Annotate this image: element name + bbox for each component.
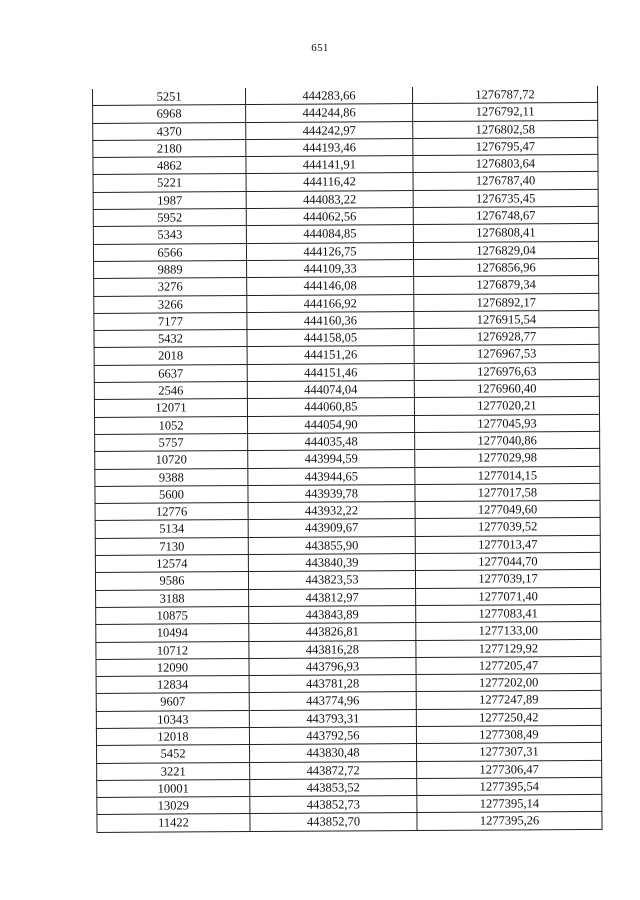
- x-coordinate-cell: 444151,26: [247, 346, 414, 364]
- point-number-cell: 3188: [96, 589, 249, 607]
- y-coordinate-cell: 1277029,98: [415, 449, 600, 467]
- x-coordinate-cell: 444062,56: [246, 208, 413, 226]
- x-coordinate-cell: 443792,56: [249, 727, 416, 745]
- point-number-cell: 10712: [96, 641, 249, 659]
- point-number-cell: 1987: [93, 191, 246, 209]
- point-number-cell: 5757: [95, 433, 248, 451]
- point-number-cell: 12071: [94, 399, 247, 417]
- y-coordinate-cell: 1277250,42: [416, 708, 601, 726]
- point-number-cell: 3221: [97, 762, 250, 780]
- y-coordinate-cell: 1276803,64: [413, 155, 598, 173]
- x-coordinate-cell: 443932,22: [248, 502, 415, 520]
- x-coordinate-cell: 443781,28: [249, 675, 416, 693]
- y-coordinate-cell: 1277045,93: [414, 414, 599, 432]
- x-coordinate-cell: 444054,90: [248, 415, 415, 433]
- x-coordinate-cell: 444193,46: [246, 138, 413, 156]
- y-coordinate-cell: 1277044,70: [415, 552, 600, 570]
- y-coordinate-cell: 1277014,15: [415, 466, 600, 484]
- x-coordinate-cell: 443796,93: [249, 657, 416, 675]
- x-coordinate-cell: 443793,31: [249, 709, 416, 727]
- point-number-cell: 2018: [94, 347, 247, 365]
- x-coordinate-cell: 444083,22: [246, 190, 413, 208]
- point-number-cell: 5452: [97, 745, 250, 763]
- point-number-cell: 10343: [96, 710, 249, 728]
- x-coordinate-cell: 443944,65: [248, 467, 415, 485]
- point-number-cell: 6968: [93, 105, 246, 123]
- coordinates-table: [92, 86, 603, 833]
- point-number-cell: 12018: [96, 728, 249, 746]
- x-coordinate-cell: 443774,96: [249, 692, 416, 710]
- y-coordinate-cell: 1277020,21: [414, 397, 599, 415]
- x-coordinate-cell: 444035,48: [248, 432, 415, 450]
- point-number-cell: 12574: [95, 555, 248, 573]
- x-coordinate-cell: 444074,04: [247, 381, 414, 399]
- x-coordinate-cell: 443855,90: [248, 536, 415, 554]
- x-coordinate-cell: 444283,66: [245, 87, 412, 105]
- y-coordinate-cell: 1276879,34: [414, 276, 599, 294]
- table-row: [97, 812, 602, 832]
- x-coordinate-cell: 443853,52: [250, 778, 417, 796]
- y-coordinate-cell: 1276967,53: [414, 345, 599, 363]
- point-number-cell: 4862: [93, 157, 246, 175]
- y-coordinate-cell: 1276960,40: [414, 379, 599, 397]
- y-coordinate-cell: 1277049,60: [415, 501, 600, 519]
- x-coordinate-cell: 443812,97: [249, 588, 416, 606]
- point-number-cell: 5221: [93, 174, 246, 192]
- x-coordinate-cell: 444084,85: [246, 225, 413, 243]
- y-coordinate-cell: 1277013,47: [415, 535, 600, 553]
- y-coordinate-cell: 1277306,47: [417, 760, 602, 778]
- y-coordinate-cell: 1276928,77: [414, 328, 599, 346]
- y-coordinate-cell: 1276802,58: [413, 120, 598, 138]
- x-coordinate-cell: 444244,86: [246, 104, 413, 122]
- x-coordinate-cell: 444158,05: [247, 329, 414, 347]
- y-coordinate-cell: 1276915,54: [414, 310, 599, 328]
- y-coordinate-cell: 1276787,72: [412, 86, 597, 104]
- x-coordinate-cell: 444166,92: [247, 294, 414, 312]
- y-coordinate-cell: 1277202,00: [416, 673, 601, 691]
- table-body: [92, 86, 602, 832]
- point-number-cell: 5343: [93, 226, 246, 244]
- y-coordinate-cell: 1277308,49: [416, 725, 601, 743]
- x-coordinate-cell: 444060,85: [247, 398, 414, 416]
- point-number-cell: 13029: [97, 797, 250, 815]
- y-coordinate-cell: 1276787,40: [413, 172, 598, 190]
- point-number-cell: 6566: [93, 243, 246, 261]
- y-coordinate-cell: 1276808,41: [413, 224, 598, 242]
- y-coordinate-cell: 1277083,41: [416, 604, 601, 622]
- y-coordinate-cell: 1277040,86: [415, 431, 600, 449]
- point-number-cell: 3266: [94, 295, 247, 313]
- point-number-cell: 12834: [96, 676, 249, 694]
- x-coordinate-cell: 443939,78: [248, 484, 415, 502]
- y-coordinate-cell: 1277205,47: [416, 656, 601, 674]
- y-coordinate-cell: 1277129,92: [416, 639, 601, 657]
- x-coordinate-cell: 443872,72: [250, 761, 417, 779]
- y-coordinate-cell: 1277017,58: [415, 483, 600, 501]
- point-number-cell: 9388: [95, 468, 248, 486]
- point-number-cell: 10001: [97, 779, 250, 797]
- point-number-cell: 12090: [96, 658, 249, 676]
- point-number-cell: 5600: [95, 485, 248, 503]
- y-coordinate-cell: 1277395,26: [417, 812, 602, 830]
- coordinates-table-container: [92, 86, 599, 833]
- y-coordinate-cell: 1276856,96: [414, 258, 599, 276]
- x-coordinate-cell: 443852,70: [250, 813, 417, 831]
- y-coordinate-cell: 1277133,00: [416, 622, 601, 640]
- point-number-cell: 3276: [94, 278, 247, 296]
- x-coordinate-cell: 443830,48: [250, 744, 417, 762]
- point-number-cell: 10875: [96, 606, 249, 624]
- y-coordinate-cell: 1277039,52: [415, 518, 600, 536]
- y-coordinate-cell: 1277395,54: [417, 777, 602, 795]
- point-number-cell: 6637: [94, 364, 247, 382]
- x-coordinate-cell: 444242,97: [246, 121, 413, 139]
- point-number-cell: 10720: [95, 451, 248, 469]
- point-number-cell: 2546: [94, 382, 247, 400]
- point-number-cell: 7130: [95, 537, 248, 555]
- point-number-cell: 11422: [97, 814, 250, 832]
- point-number-cell: 1052: [95, 416, 248, 434]
- page-number: 651: [311, 42, 329, 54]
- x-coordinate-cell: 443909,67: [248, 519, 415, 537]
- y-coordinate-cell: 1276748,67: [413, 206, 598, 224]
- x-coordinate-cell: 444126,75: [246, 242, 413, 260]
- x-coordinate-cell: 444151,46: [247, 363, 414, 381]
- point-number-cell: 7177: [94, 312, 247, 330]
- y-coordinate-cell: 1277039,17: [415, 570, 600, 588]
- x-coordinate-cell: 444160,36: [247, 311, 414, 329]
- point-number-cell: 4370: [93, 122, 246, 140]
- x-coordinate-cell: 443840,39: [248, 554, 415, 572]
- y-coordinate-cell: 1276829,04: [413, 241, 598, 259]
- x-coordinate-cell: 444109,33: [247, 260, 414, 278]
- y-coordinate-cell: 1277307,31: [417, 743, 602, 761]
- point-number-cell: 2180: [93, 139, 246, 157]
- x-coordinate-cell: 444141,91: [246, 156, 413, 174]
- point-number-cell: 5952: [93, 209, 246, 227]
- point-number-cell: 9889: [94, 261, 247, 279]
- y-coordinate-cell: 1277395,14: [417, 795, 602, 813]
- x-coordinate-cell: 443823,53: [248, 571, 415, 589]
- point-number-cell: 12776: [95, 503, 248, 521]
- x-coordinate-cell: 443852,73: [250, 796, 417, 814]
- y-coordinate-cell: 1277247,89: [416, 691, 601, 709]
- point-number-cell: 9586: [95, 572, 248, 590]
- point-number-cell: 5251: [92, 88, 245, 106]
- y-coordinate-cell: 1276735,45: [413, 189, 598, 207]
- point-number-cell: 5432: [94, 330, 247, 348]
- point-number-cell: 10494: [96, 624, 249, 642]
- y-coordinate-cell: 1276892,17: [414, 293, 599, 311]
- x-coordinate-cell: 444116,42: [246, 173, 413, 191]
- y-coordinate-cell: 1276792,11: [413, 103, 598, 121]
- y-coordinate-cell: 1276795,47: [413, 137, 598, 155]
- y-coordinate-cell: 1276976,63: [414, 362, 599, 380]
- x-coordinate-cell: 443843,89: [249, 605, 416, 623]
- x-coordinate-cell: 443994,59: [248, 450, 415, 468]
- x-coordinate-cell: 443816,28: [249, 640, 416, 658]
- y-coordinate-cell: 1277071,40: [416, 587, 601, 605]
- point-number-cell: 9607: [96, 693, 249, 711]
- x-coordinate-cell: 444146,08: [247, 277, 414, 295]
- point-number-cell: 5134: [95, 520, 248, 538]
- x-coordinate-cell: 443826,81: [249, 623, 416, 641]
